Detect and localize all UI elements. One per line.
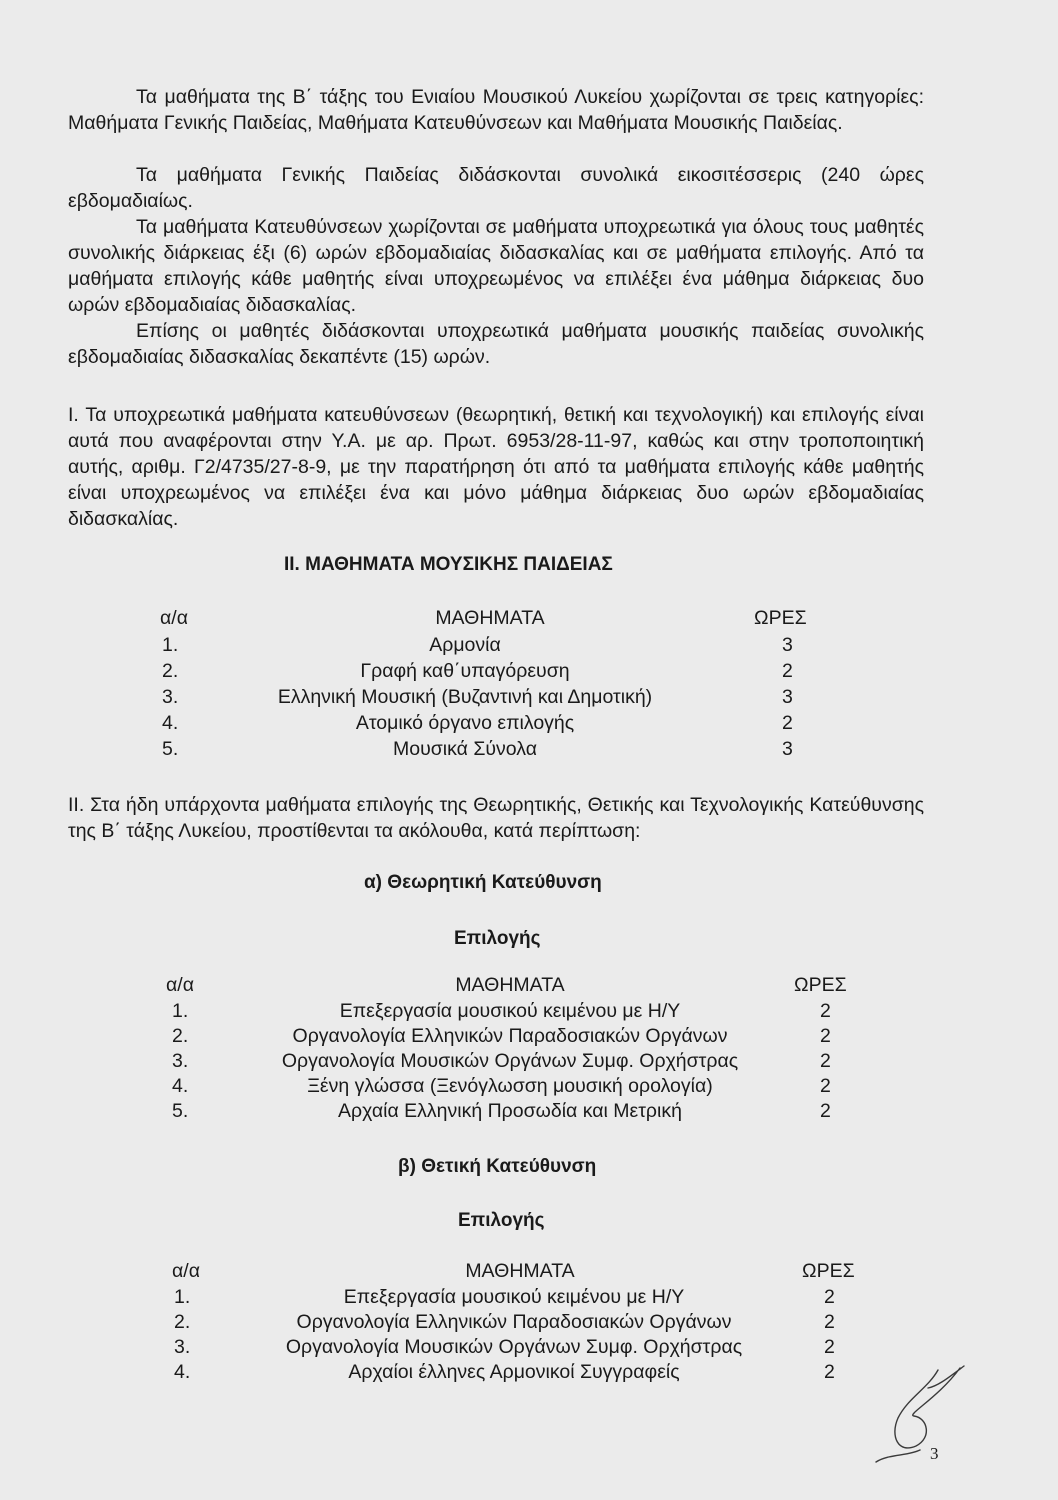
header-subject: ΜΑΘΗΜΑΤΑ	[435, 607, 545, 629]
paragraph-music-education: Επίσης οι μαθητές διδάσκονται υποχρεωτικά μαθήματα μουσικής παιδείας συνολικής εβδομαδιαίας διδασκαλίας δεκαπέντε (15) ωρών.	[68, 320, 924, 368]
row-hours: 2	[820, 1100, 831, 1122]
row-num: 5.	[162, 738, 179, 760]
row-num: 2.	[174, 1311, 191, 1333]
header-hours: ΩΡΕΣ	[754, 607, 807, 629]
row-num: 2.	[172, 1025, 189, 1047]
row-num: 4.	[172, 1075, 189, 1097]
row-subject: Αρχαία Ελληνική Προσωδία και Μετρική	[338, 1100, 682, 1122]
row-subject: Επεξεργασία μουσικού κειμένου με Η/Υ	[343, 1286, 685, 1308]
music-section-title: ΙΙ. ΜΑΘΗΜΑΤΑ ΜΟΥΣΙΚΗΣ ΠΑΙΔΕΙΑΣ	[284, 554, 613, 575]
row-hours: 2	[782, 712, 793, 734]
theoretical-elective-subtitle: Επιλογής	[454, 928, 541, 949]
header-num: α/α	[166, 974, 194, 996]
row-subject: Ελληνική Μουσική (Βυζαντινή και Δημοτική)	[277, 686, 653, 708]
row-subject: Οργανολογία Μουσικών Οργάνων Συμφ. Ορχήστρας	[281, 1050, 739, 1072]
paragraph-section-one: Ι. Τα υποχρεωτικά μαθήματα κατευθύνσεων (θεωρητική, θετική και τεχνολογική) και επιλογής είναι αυτά που αναφέρονται στην Υ.Α. με αρ. Πρωτ. 6953/28-11-97, καθώς και στην τροποποιητική αυτής, αριθμ. Γ2/4735/27-8-9, με την παρατήρηση ότι από τα μαθήματα επιλογής κάθε μαθητής είναι υποχρεωμένος να επιλέξει ένα και μόνο μάθημα διάρκειας δυο ωρών εβδομαδιαίας διδασκαλίας.	[68, 404, 924, 530]
row-subject: Αρχαίοι έλληνες Αρμονικοί Συγγραφείς	[348, 1361, 680, 1383]
row-num: 1.	[174, 1286, 191, 1308]
positive-elective-subtitle: Επιλογής	[458, 1210, 545, 1231]
row-hours: 3	[782, 686, 793, 708]
header-num: α/α	[160, 607, 188, 629]
row-hours: 2	[782, 660, 793, 682]
row-num: 4.	[174, 1361, 191, 1383]
header-hours: ΩΡΕΣ	[802, 1260, 855, 1282]
header-subject: ΜΑΘΗΜΑΤΑ	[455, 974, 565, 996]
row-hours: 3	[782, 634, 793, 656]
handwritten-signature	[868, 1358, 978, 1468]
row-subject: Γραφή καθ΄υπαγόρευση	[360, 660, 570, 682]
row-subject: Ξένη γλώσσα (Ξενόγλωσση μουσική ορολογία)	[307, 1075, 713, 1097]
row-hours: 2	[820, 1050, 831, 1072]
header-subject: ΜΑΘΗΜΑΤΑ	[465, 1260, 575, 1282]
row-num: 2.	[162, 660, 179, 682]
row-subject: Επεξεργασία μουσικού κειμένου με Η/Υ	[339, 1000, 681, 1022]
row-num: 5.	[172, 1100, 189, 1122]
paragraph-directions: Τα μαθήματα Κατευθύνσεων χωρίζονται σε μαθήματα υποχρεωτικά για όλους τους μαθητές συνολικής διάρκειας έξι (6) ωρών εβδομαδιαίας διδασκαλίας και σε μαθήματα επιλογής. Από τα μαθήματα επιλογής κάθε μαθητής είναι υποχρεωμένος να επιλέξει ένα μάθημα διάρκειας δυο ωρών εβδομαδιαίας διδασκαλίας.	[68, 216, 924, 316]
page-number: 3	[930, 1444, 939, 1463]
row-hours: 2	[824, 1361, 835, 1383]
row-subject: Οργανολογία Ελληνικών Παραδοσιακών Οργάνων	[296, 1311, 732, 1333]
row-hours: 2	[820, 1075, 831, 1097]
row-num: 3.	[162, 686, 179, 708]
row-num: 1.	[172, 1000, 189, 1022]
theoretical-direction-title: α) Θεωρητική Κατεύθυνση	[364, 872, 602, 893]
row-num: 3.	[174, 1336, 191, 1358]
header-hours: ΩΡΕΣ	[794, 974, 847, 996]
row-hours: 3	[782, 738, 793, 760]
paragraph-section-two: ΙΙ. Στα ήδη υπάρχοντα μαθήματα επιλογής της Θεωρητικής, Θετικής και Τεχνολογικής Κατεύθυνσης της Β΄ τάξης Λυκείου, προστίθενται τα ακόλουθα, κατά περίπτωση:	[68, 794, 924, 842]
row-num: 3.	[172, 1050, 189, 1072]
row-hours: 2	[820, 1025, 831, 1047]
row-hours: 2	[820, 1000, 831, 1022]
row-subject: Μουσικά Σύνολα	[393, 738, 537, 760]
row-num: 1.	[162, 634, 179, 656]
paragraph-intro: Τα μαθήματα της Β΄ τάξης του Ενιαίου Μουσικού Λυκείου χωρίζονται σε τρεις κατηγορίες: Μαθήματα Γενικής Παιδείας, Μαθήματα Κατευθύνσεων και Μαθήματα Μουσικής Παιδείας.	[68, 86, 924, 134]
positive-direction-title: β) Θετική Κατεύθυνση	[398, 1156, 597, 1177]
row-subject: Αρμονία	[429, 634, 501, 656]
row-hours: 2	[824, 1311, 835, 1333]
row-hours: 2	[824, 1286, 835, 1308]
header-num: α/α	[172, 1260, 200, 1282]
row-subject: Οργανολογία Μουσικών Οργάνων Συμφ. Ορχήστρας	[285, 1336, 743, 1358]
row-hours: 2	[824, 1336, 835, 1358]
paragraph-general-education: Τα μαθήματα Γενικής Παιδείας διδάσκονται συνολικά εικοσιτέσσερις (240 ώρες εβδομαδιαίως.	[68, 164, 924, 212]
row-num: 4.	[162, 712, 179, 734]
row-subject: Οργανολογία Ελληνικών Παραδοσιακών Οργάνων	[292, 1025, 728, 1047]
row-subject: Ατομικό όργανο επιλογής	[355, 712, 575, 734]
